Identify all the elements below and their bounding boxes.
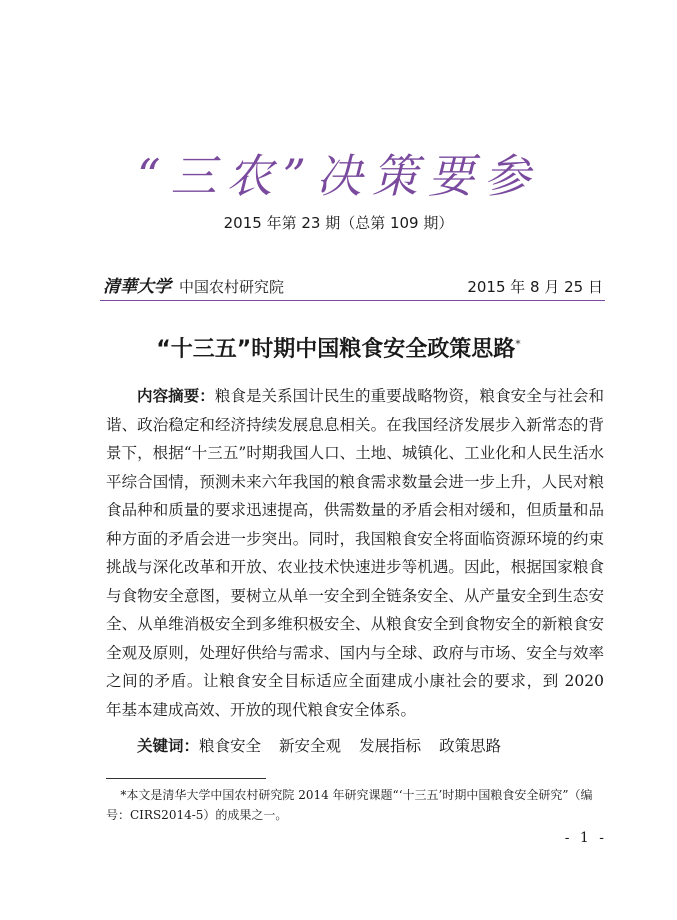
- issue-number: 2015 年第 23 期（总第 109 期）: [223, 214, 454, 232]
- abstract-label: 内容摘要：: [137, 387, 215, 405]
- publisher-row: [103, 272, 603, 297]
- publisher: [103, 272, 284, 297]
- institute-name: 中国农村研究院: [179, 278, 285, 296]
- abstract: [106, 382, 604, 724]
- masthead-title: “三农”决策要参: [136, 149, 541, 203]
- footnote-divider: [106, 778, 266, 779]
- keyword: 发展指标: [359, 737, 422, 755]
- keyword: 新安全观: [279, 737, 342, 755]
- footnote-marker: *: [515, 337, 521, 351]
- publication-date: 2015 年 8 月 25 日: [467, 278, 603, 296]
- article-title-text: “十三五”时期中国粮食安全政策思路: [156, 337, 516, 362]
- header-divider: [100, 300, 605, 301]
- keyword: 政策思路: [439, 737, 502, 755]
- article-title: [0, 332, 677, 363]
- keywords-label: 关键词：: [137, 737, 200, 755]
- footnote: *本文是清华大学中国农村研究院 2014 年研究课题“‘十三五’时期中国粮食安全研究”（编号：CIRS2014-5）的成果之一。: [106, 788, 593, 822]
- keyword: 粮食安全: [199, 737, 262, 755]
- keywords: [106, 734, 604, 756]
- tsinghua-logo: 清華大学: [103, 277, 171, 297]
- page-number: - 1 -: [564, 830, 607, 846]
- abstract-text: 粮食是关系国计民生的重要战略物资，粮食安全与社会和谐、政治稳定和经济持续发展息息相关。在我国经济发展步入新常态的背景下，根据“十三五”时期我国人口、土地、城镇化、工业化和人民生活水平综合国情，预测未来六年我国的粮食需求数量会进一步上升，人民对粮食品种和质量的要求迅速提高，供需数量的矛盾会相对缓和，但质量和品种方面的矛盾会进一步突出。同时，我国粮食安全将面临资源环境的约束挑战与深化改革和开放、农业技术快速进步等机遇。因此，根据国家粮食与食物安全意图，要树立从单一安全到全链条安全、从产量安全到生态安全、从单维消极安全到多维积极安全、从粮食安全到食物安全的新粮食安全观及原则，处理好供给与需求、国内与全球、政府与市场、安全与效率之间的矛盾。让粮食安全目标适应全面建成小康社会的要求，到 2020 年基本建成高效、开放的现代粮食安全体系。: [106, 387, 604, 719]
